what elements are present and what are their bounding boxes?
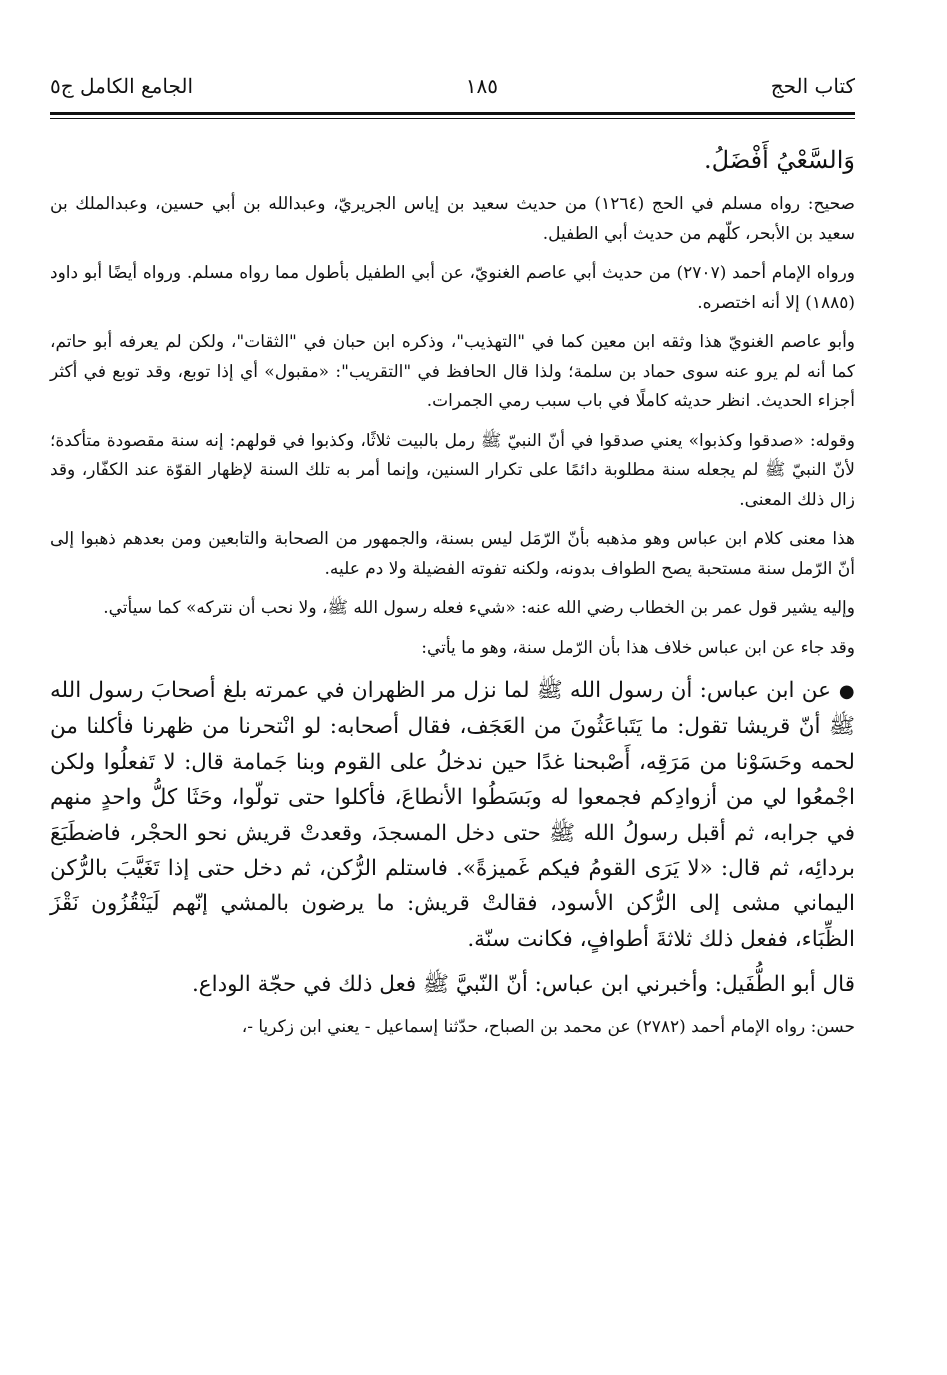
page-number: ١٨٥ xyxy=(465,74,498,98)
umar-quote-paragraph: وإليه يشير قول عمر بن الخطاب رضي الله عنه: «شيء فعله رسول الله ﷺ، ولا نحب أن نتركه» كما سيأتي. xyxy=(103,598,855,618)
narration-paragraph: ورواه الإمام أحمد (٢٧٠٧) من حديث أبي عاصم الغنويّ، عن أبي الطفيل بأطول مما رواه مسلم. ورواه أيضًا أبو داود (١٨٨٥) إلا أنه اختصره. xyxy=(50,263,855,313)
narrator-grading-paragraph: وأبو عاصم الغنويّ هذا وثقه ابن معين كما في "التهذيب"، وذكره ابن حبان في "الثقات"، ولكن لم يعرفه أبو حاتم، كما أنه لم يرو عنه سوى حماد بن سلمة؛ ولذا قال الحافظ في "التقريب": «مقبول» أي إذا توبع، وقد توبع في أكثر أجزاء الحديث. انظر حديثه كاملًا في باب سبب رمي الجمرات. xyxy=(50,332,855,411)
takhrij-paragraph: صحيح: رواه مسلم في الحج (١٢٦٤) من حديث سعيد بن إياس الجريريّ، وعبدالله بن أبي حسين، وعبدالملك بن سعيد بن الأبحر، كلّهم من حديث أبي الطفيل. xyxy=(50,194,855,244)
bullet-icon: ● xyxy=(838,681,855,702)
page-body xyxy=(50,140,855,1052)
header-rule-thick xyxy=(50,112,855,115)
header-chapter-title: كتاب الحج xyxy=(770,74,855,98)
running-header xyxy=(50,66,855,106)
header-rule-thin xyxy=(50,118,855,119)
explanation-paragraph: وقوله: «صدقوا وكذبوا» يعني صدقوا في أنّ النبيّ ﷺ رمل بالبيت ثلاثًا، وكذبوا في قولهم: إنه سنة مقصودة متأكدة؛ لأنّ النبيّ ﷺ لم يجعله سنة مطلوبة دائمًا على تكرار السنين، وإنما أمر به تلك السنة لإظهار القوّة عند الكفّار، وقد زال ذلك المعنى. xyxy=(50,430,855,510)
hadith-addition: قال أبو الطُّفَيل: وأخبرني ابن عباس: أنّ النّبيَّ ﷺ فعل ذلك في حجّة الوداع. xyxy=(191,972,855,998)
transition-paragraph: وقد جاء عن ابن عباس خلاف هذا بأن الرّمل سنة، وهو ما يأتي: xyxy=(421,637,855,658)
header-book-title: الجامع الكامل ج٥ xyxy=(50,74,194,98)
hadith-tail: وَالسَّعْيُ أَفْضَلُ. xyxy=(704,146,855,174)
hadith-grading-paragraph: حسن: رواه الإمام أحمد (٢٧٨٢) عن محمد بن الصباح، حدّثنا إسماعيل - يعني ابن زكريا -، xyxy=(241,1016,855,1037)
hadith-text: عن ابن عباس: أن رسول الله ﷺ لما نزل مر الظهران في عمرته بلغ أصحابَ رسول الله ﷺ أنّ قريشا تقول: ما يَتَباعَثُونَ من العَجَف، فقال أصحابه: لو انْتحرنا من ظهرنا فأكلنا من لحمه وحَسَوْنا من مَرَقِه، أَصْبحنا غدًا حين ندخلُ على القوم وبنا جَمامة قال: لا تَفعلُوا ولكن اجْمعُوا لي من أزوادِكم فجمعوا له وبَسَطُوا الأنطاعَ، فأكلوا حتى تولّوا، وحَثَا كلُّ واحدٍ منهم في جرابه، ثم أقبل رسولُ الله ﷺ حتى دخل المسجدَ، وقعدتْ قريش نحو الحجْر، فاضطَبَعَ بردائِه، ثم قال: «لا يَرَى القومُ فيكم غَميزةً». فاستلم الرُّكن، ثم دخل حتى إذا تَغَيَّبَ بالرُّكن اليماني مشى إلى الرُّكن الأسود، فقالتْ قريش: ما يرضون بالمشي إنّهم لَيَنْقُزُون نَقْزَ الظِّبَاء، ففعل ذلك ثلاثةَ أطوافٍ، فكانت سنّة. xyxy=(50,678,855,952)
opinion-paragraph: هذا معنى كلام ابن عباس وهو مذهبه بأنّ الرّمَل ليس بسنة، والجمهور من الصحابة والتابعين ومن بعدهم ذهبوا إلى أنّ الرّمل سنة مستحبة يصح الطواف بدونه، ولكنه تفوته الفضيلة ولا دم عليه. xyxy=(50,529,855,579)
hadith-paragraph xyxy=(50,673,855,957)
